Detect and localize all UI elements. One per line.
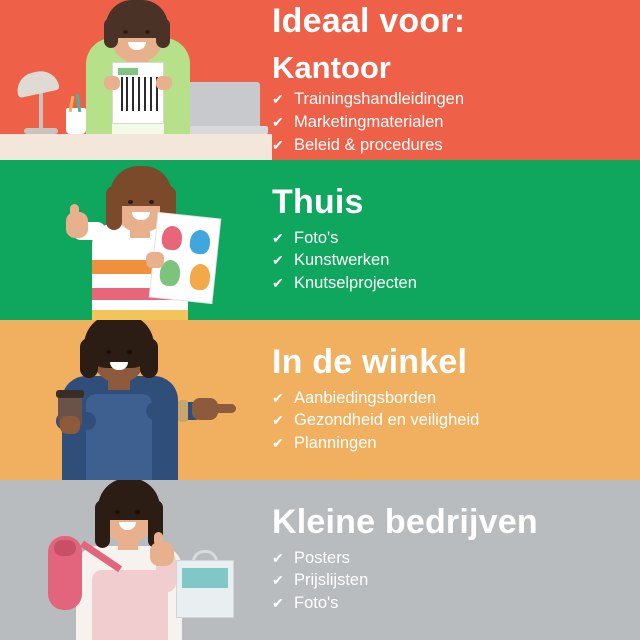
band-heading-in-de-winkel: In de winkel	[272, 343, 468, 381]
woman-eye-left	[106, 350, 111, 354]
band-thuis	[0, 160, 640, 320]
check-icon: ✔	[272, 435, 284, 452]
page-title: Ideaal voor:	[272, 2, 466, 40]
check-icon: ✔	[272, 229, 284, 246]
list-item	[272, 111, 632, 134]
list-item	[272, 88, 632, 111]
woman-eye-right	[145, 30, 150, 34]
bullet-list-kleine-bedrijven	[272, 547, 632, 615]
check-icon: ✔	[272, 549, 284, 566]
list-item	[272, 134, 632, 157]
band-in-de-winkel	[0, 320, 640, 480]
check-icon: ✔	[272, 252, 284, 269]
band-kantoor	[0, 0, 640, 160]
check-icon: ✔	[272, 412, 284, 429]
bag-label	[182, 568, 228, 588]
woman-hand-left	[104, 76, 120, 90]
coffee-cup-lid	[56, 390, 84, 398]
desk-lamp-head	[14, 68, 60, 98]
list-item-label: Prijslijsten	[294, 571, 369, 590]
check-icon: ✔	[272, 136, 284, 153]
band-heading-kantoor: Kantoor	[272, 49, 391, 85]
list-item	[272, 387, 632, 410]
wristwatch	[178, 400, 188, 422]
list-item	[272, 547, 632, 570]
list-item	[272, 569, 632, 592]
woman-hair-left	[95, 500, 110, 548]
list-item	[272, 592, 632, 615]
woman-apron	[86, 394, 152, 480]
check-icon: ✔	[272, 595, 284, 612]
yoga-mat-inner	[54, 540, 76, 556]
list-item-label: Marketingmaterialen	[294, 113, 444, 131]
band-content-winkel	[272, 320, 632, 480]
desk-surface	[0, 134, 272, 160]
bullet-list-kantoor	[272, 88, 632, 156]
bullet-list-thuis	[272, 227, 632, 295]
list-item-label: Planningen	[294, 434, 377, 453]
list-item-label: Posters	[294, 548, 350, 567]
document-header-band	[118, 68, 138, 75]
check-icon: ✔	[272, 114, 284, 130]
check-icon: ✔	[272, 91, 284, 108]
laptop-screen	[186, 82, 260, 126]
woman-hair-left	[104, 18, 118, 48]
list-item-label: Gezondheid en veiligheid	[294, 411, 480, 430]
thumbs-up-icon	[154, 532, 163, 546]
band-kleine-bedrijven	[0, 480, 640, 640]
check-icon: ✔	[272, 572, 284, 589]
woman-eye-right	[135, 510, 140, 514]
list-item-label: Knutselprojecten	[294, 274, 417, 293]
band-content-kantoor	[272, 0, 632, 160]
illustration-woman-yoga-mat	[0, 480, 272, 640]
list-item-label: Trainingshandleidingen	[294, 90, 465, 109]
girl-hand-right	[146, 252, 164, 268]
band-heading-kleine-bedrijven: Kleine bedrijven	[272, 503, 538, 541]
illustration-girl-artwork	[0, 160, 272, 320]
list-item-label: Beleid & procedures	[294, 135, 443, 154]
woman-eye-left	[123, 30, 128, 34]
shirt-stripe-yellow	[92, 310, 188, 320]
girl-eye-left	[128, 200, 133, 204]
list-item	[272, 272, 632, 295]
check-icon: ✔	[272, 275, 284, 292]
list-item-label: Foto's	[294, 594, 339, 613]
woman-hand-right	[156, 76, 172, 90]
woman-hair-left	[80, 338, 98, 378]
girl-eye-right	[149, 200, 154, 204]
list-item-label: Kunstwerken	[294, 251, 390, 270]
woman-eye-right	[127, 350, 132, 354]
list-item-label: Aanbiedingsborden	[294, 388, 437, 407]
pen-cup	[66, 108, 86, 134]
list-item-label: Foto's	[294, 228, 339, 247]
pointing-finger-icon	[212, 404, 236, 413]
thumbs-up-icon	[70, 204, 79, 218]
band-content-kleine-bedrijven	[272, 480, 632, 640]
woman-hair-right	[156, 18, 170, 48]
illustration-woman-coffee	[0, 320, 272, 480]
check-icon: ✔	[272, 389, 284, 406]
illustration-office-woman	[0, 0, 272, 160]
woman-hand-right	[150, 542, 174, 566]
woman-hand-left	[60, 416, 80, 434]
band-heading-thuis: Thuis	[272, 183, 364, 221]
band-content-thuis	[272, 160, 632, 320]
list-item	[272, 432, 632, 455]
girl-hair-left	[106, 186, 122, 230]
list-item	[272, 409, 632, 432]
bullet-list-winkel	[272, 387, 632, 455]
woman-hair-right	[140, 338, 158, 378]
list-item	[272, 227, 632, 250]
woman-eye-left	[115, 510, 120, 514]
list-item	[272, 249, 632, 272]
desk-lamp-stem	[39, 88, 43, 130]
